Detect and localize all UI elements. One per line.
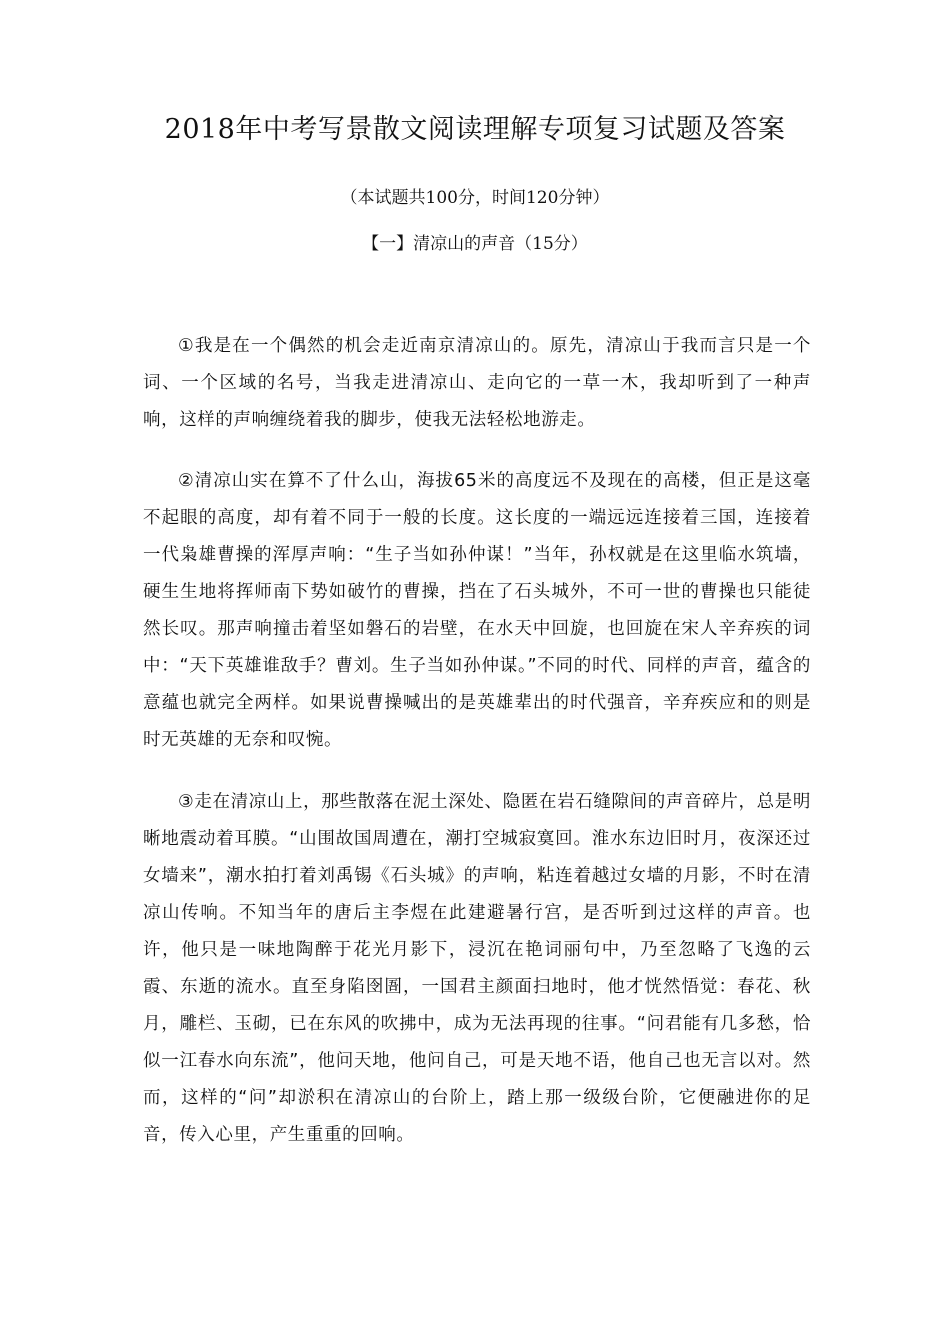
document-title: 2018年中考写景散文阅读理解专项复习试题及答案 (164, 114, 786, 145)
exam-info: （本试题共100分，时间120分钟） (340, 188, 610, 208)
section-heading: 【一】清凉山的声音（15分） (362, 234, 588, 254)
paragraph-3: ③走在清凉山上，那些散落在泥土深处、隐匿在岩石缝隙间的声音碎片，总是明晰地震动着耳膜。“山围故国周遭在，潮打空城寂寞回。淮水东边旧时月，夜深还过女墙来”，潮水拍打着刘禹锡《石头城》的声响，粘连着越过女墙的月影，不时在清凉山传响。不知当年的唐后主李煜在此建避暑行宫，是否听到过这样的声音。也许，他只是一味地陶醉于花光月影下，浸沉在艳词丽句中，乃至忽略了飞逸的云霞、东逝的流水。直至身陷囹圄，一国君主颜面扫地时，他才恍然悟觉：春花、秋月，雕栏、玉砌，已在东风的吹拂中，成为无法再现的往事。“问君能有几多愁，恰似一江春水向东流”，他问天地，他问自己，可是天地不语，他自己也无言以对。然而，这样的“问”却淤积在清凉山的台阶上，踏上那一级级台阶，它便融进你的足音，传入心里，产生重重的回响。 (143, 792, 811, 1145)
paragraph-2: ②清凉山实在算不了什么山，海拔65米的高度远不及现在的高楼，但正是这毫不起眼的高度，却有着不同于一般的长度。这长度的一端远远连接着三国，连接着一代枭雄曹操的浑厚声响：“生子当如孙仲谋！”当年，孙权就是在这里临水筑墙，硬生生地将挥师南下势如破竹的曹操，挡在了石头城外，不可一世的曹操也只能徒然长叹。那声响撞击着坚如磐石的岩壁，在水天中回旋，也回旋在宋人辛弃疾的词中：“天下英雄谁敌手？曹刘。生子当如孙仲谋。”不同的时代、同样的声音，蕴含的意蕴也就完全两样。如果说曹操喊出的是英雄辈出的时代强音，辛弃疾应和的则是时无英雄的无奈和叹惋。 (143, 471, 811, 750)
paragraph-1: ①我是在一个偶然的机会走近南京清凉山的。原先，清凉山于我而言只是一个词、一个区域的名号，当我走进清凉山、走向它的一草一木，我却听到了一种声响，这样的声响缠绕着我的脚步，使我无法轻松地游走。 (143, 336, 811, 430)
